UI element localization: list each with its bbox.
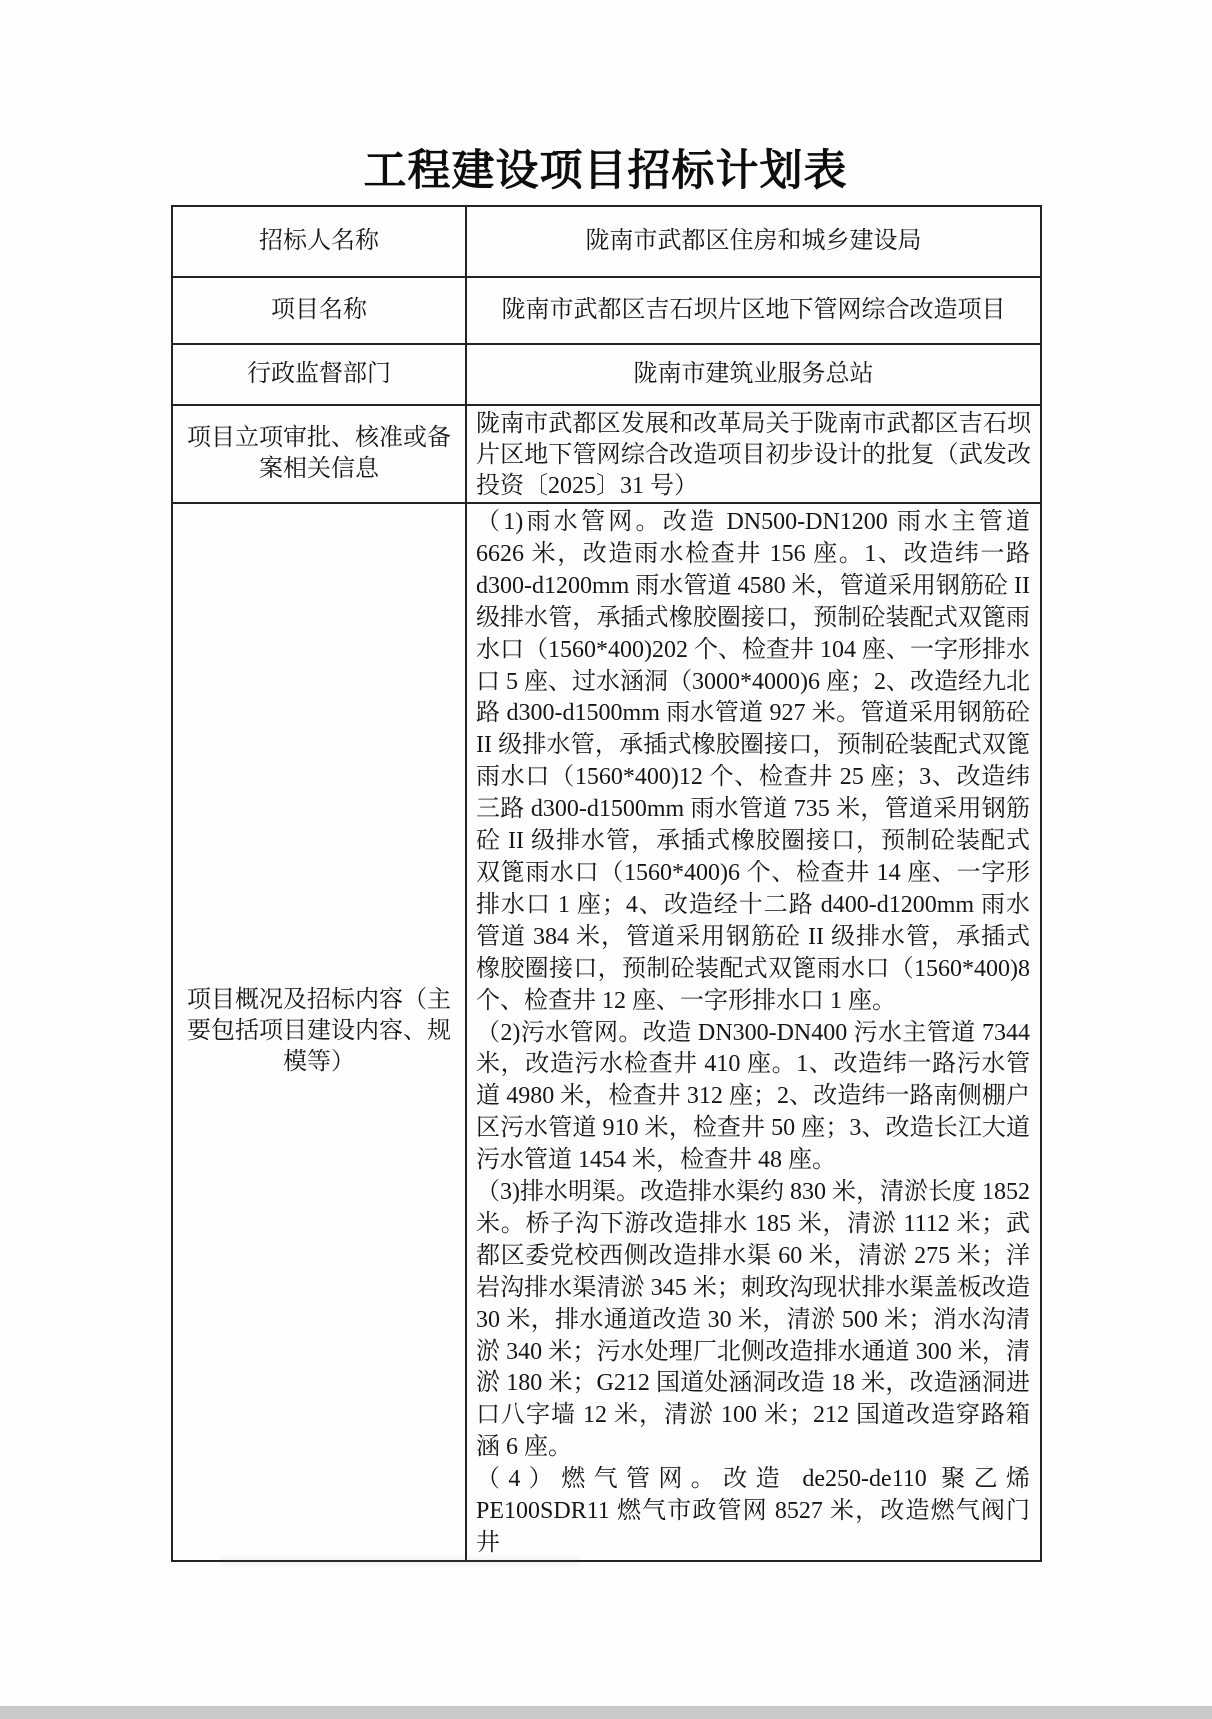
row-project-overview	[172, 503, 1041, 1561]
page-gap-bar	[0, 1706, 1212, 1719]
bidding-plan-table	[171, 205, 1042, 1562]
overview-paragraph-sewage: （2)污水管网。改造 DN300-DN400 污水主管道 7344 米，改造污水检查井 410 座。1、改造纬一路污水管道 4980 米，检查井 312 座；2、改造纬一路南侧棚户区污水管道 910 米，检查井 50 座；3、改造长江大道污水管道 1454 米，检查井 48 座。	[476, 1019, 1030, 1174]
overview-paragraph-drainage-channel: （3)排水明渠。改造排水渠约 830 米，清淤长度 1852 米。桥子沟下游改造排水 185 米，清淤 1112 米；武都区委党校西侧改造排水渠 60 米，清淤 275 米；洋岩沟排水渠清淤 345 米；刺玫沟现状排水渠盖板改造 30 米，排水通道改造 30 米，清淤 500 米；消水沟清淤 340 米；污水处理厂北侧改造排水通道 300 米，清淤 180 米；G212 国道处涵洞改造 18 米，改造涵洞进口八字墙 12 米，清淤 100 米；212 国道改造穿路箱涵 6 座。	[476, 1179, 1030, 1461]
scan-artifact	[220, 1558, 580, 1565]
approval-info-value: 陇南市武都区发展和改革局关于陇南市武都区吉石坝片区地下管网综合改造项目初步设计的批复（武发改投资〔2025〕31 号）	[466, 405, 1041, 503]
overview-paragraph-gas-network: （4）燃气管网。改造 de250-de110 聚乙烯 PE100SDR11 燃气市政管网 8527 米，改造燃气阀门井	[476, 1466, 1030, 1556]
tenderer-name-label: 招标人名称	[172, 206, 466, 277]
supervision-dept-label: 行政监督部门	[172, 344, 466, 405]
row-supervision-dept	[172, 344, 1041, 405]
row-approval-info	[172, 405, 1041, 503]
supervision-dept-value: 陇南市建筑业服务总站	[466, 344, 1041, 405]
overview-paragraph-rainwater: （1)雨水管网。改造 DN500-DN1200 雨水主管道 6626 米，改造雨水检查井 156 座。1、改造纬一路 d300-d1200mm 雨水管道 4580 米，管道采用钢筋砼 II 级排水管，承插式橡胶圈接口，预制砼装配式双篦雨水口（1560*400)202 个、检查井 104 座、一字形排水口 5 座、过水涵洞（3000*4000)6 座；2、改造经九北路 d300-d1500mm 雨水管道 927 米。管道采用钢筋砼 II 级排水管，承插式橡胶圈接口，预制砼装配式双篦雨水口（1560*400)12 个、检查井 25 座；3、改造纬三路 d300-d1500mm 雨水管道 735 米，管道采用钢筋砼 II 级排水管，承插式橡胶圈接口，预制砼装配式双篦雨水口（1560*400)6 个、检查井 14 座、一字形排水口 1 座；4、改造经十二路 d400-d1200mm 雨水管道 384 米，管道采用钢筋砼 II 级排水管，承插式橡胶圈接口，预制砼装配式双篦雨水口（1560*400)8 个、检查井 12 座、一字形排水口 1 座。	[476, 509, 1030, 1014]
project-overview-label: 项目概况及招标内容（主要包括项目建设内容、规模等）	[172, 503, 466, 1561]
project-name-value: 陇南市武都区吉石坝片区地下管网综合改造项目	[466, 277, 1041, 344]
project-name-label: 项目名称	[172, 277, 466, 344]
row-tenderer-name	[172, 206, 1041, 277]
page-title: 工程建设项目招标计划表	[363, 147, 848, 195]
project-overview-value	[466, 503, 1041, 1561]
tenderer-name-value: 陇南市武都区住房和城乡建设局	[466, 206, 1041, 277]
approval-info-label: 项目立项审批、核准或备案相关信息	[172, 405, 466, 503]
row-project-name	[172, 277, 1041, 344]
